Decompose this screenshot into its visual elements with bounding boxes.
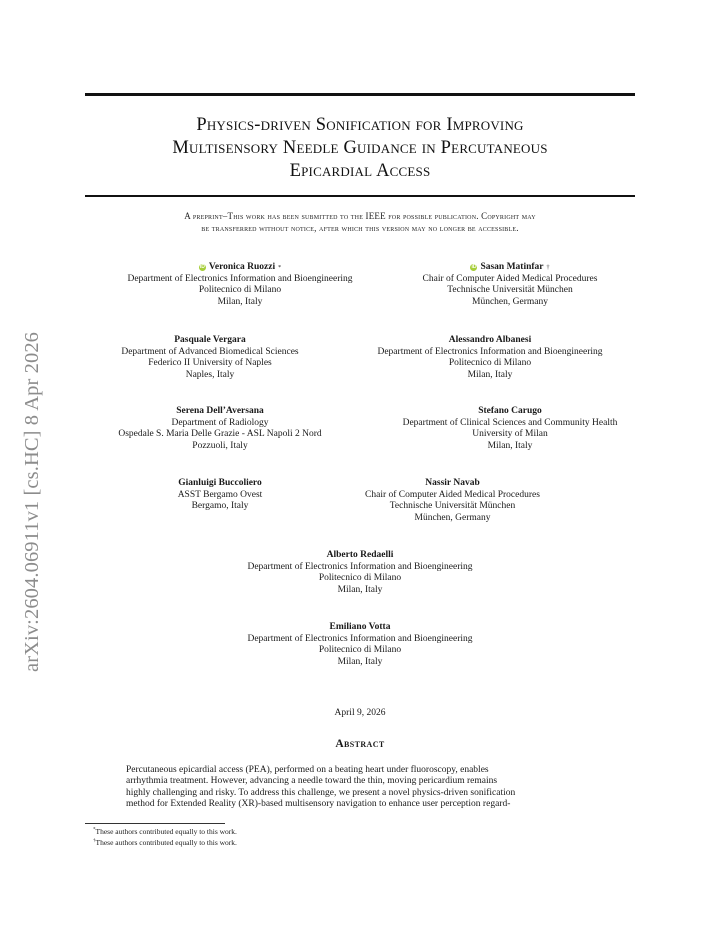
author-block: iD Veronica Ruozzi * Department of Electronics Information and Bioengineering Politecnico di Milano Milan, Italy [95, 262, 385, 308]
paper-title [85, 114, 635, 183]
author-affiliation: Pozzuoli, Italy [192, 440, 248, 451]
author-affiliation: Milan, Italy [467, 369, 513, 380]
author-block [360, 406, 660, 452]
author-affiliation: Technische Universität München [447, 285, 573, 296]
publication-date: April 9, 2026 [334, 708, 386, 718]
author-affiliation: Department of Electronics Information and Bioengineering [377, 346, 603, 357]
author-affiliation: Politecnico di Milano [198, 285, 282, 296]
author-affiliation: Politecnico di Milano [318, 573, 402, 584]
author-name: Emiliano Votta [329, 622, 391, 632]
author-block [140, 478, 300, 513]
title-top-rule [85, 93, 635, 96]
orcid-icon[interactable]: iD [471, 264, 477, 271]
author-affiliation: Milan, Italy [337, 584, 383, 595]
footnotes [93, 826, 237, 848]
author-affiliation: Department of Electronics Information and Bioengineering [127, 273, 353, 284]
author-block [340, 335, 640, 381]
title-line-3: Epicardial Access [289, 161, 431, 181]
footnote: *These authors contributed equally to this work. [93, 827, 237, 836]
author-affiliation: Chair of Computer Aided Medical Procedures [365, 489, 540, 500]
abstract-line: highly challenging and risky. To address this challenge, we present a novel physics-driven sonification [126, 787, 516, 798]
author-block: iD Sasan Matinfar † Chair of Computer Aided Medical Procedures Technische Universität München München, Germany [390, 262, 630, 308]
abstract-body [126, 765, 596, 810]
author-name: Veronica Ruozzi [208, 262, 276, 272]
orcid-icon[interactable]: iD [199, 264, 205, 271]
author-block [90, 335, 330, 381]
author-affiliation: Politecnico di Milano [448, 358, 532, 369]
abstract-line: Percutaneous epicardial access (PEA), performed on a beating heart under fluoroscopy, enables [126, 765, 489, 775]
author-affiliation: Ospedale S. Maria Delle Grazie - ASL Napoli 2 Nord [118, 429, 322, 440]
author-affiliation: Milan, Italy [217, 296, 263, 307]
author-affiliation: Federico II University of Naples [148, 358, 272, 369]
title-line-1: Physics-driven Sonification for Improving [196, 115, 524, 135]
footnote-rule [85, 823, 225, 824]
author-affiliation: Bergamo, Italy [191, 501, 249, 512]
author-block [85, 550, 635, 596]
author-affiliation: Department of Clinical Sciences and Community Health [402, 417, 618, 428]
author-block [90, 406, 350, 452]
author-name: Gianluigi Buccoliero [178, 478, 262, 488]
author-name: Sasan Matinfar [480, 262, 544, 272]
author-name: Alessandro Albanesi [448, 335, 532, 345]
arxiv-identifier: arXiv:2604.06911v1 [cs.HC] 8 Apr 2026 [21, 331, 43, 672]
preprint-notice [80, 210, 640, 234]
author-affiliation: Chair of Computer Aided Medical Procedures [422, 273, 598, 284]
author-name: Alberto Redaelli [326, 550, 394, 560]
abstract-heading: Abstract [335, 738, 385, 750]
author-name: Serena Dell’Aversana [176, 406, 264, 416]
author-name: Stefano Carugo [478, 406, 542, 416]
abstract-line: arrhythmia treatment. However, advancing a needle toward the thin, moving pericardium remains [126, 776, 498, 787]
author-affiliation: Technische Universität München [389, 501, 516, 512]
author-affiliation: Department of Radiology [171, 417, 269, 428]
author-affiliation: ASST Bergamo Ovest [177, 489, 263, 500]
author-block [85, 622, 635, 668]
title-line-2: Multisensory Needle Guidance in Percutaneous [172, 138, 548, 158]
author-affiliation: Milan, Italy [487, 440, 533, 451]
author-name: Nassir Navab [425, 478, 480, 488]
author-affiliation: Department of Electronics Information and Bioengineering [247, 561, 473, 572]
title-bottom-rule [85, 195, 635, 197]
author-affiliation: Department of Advanced Biomedical Sciences [121, 346, 299, 357]
abstract-line: method for Extended Reality (XR)-based multisensory navigation to enhance user perception regard- [126, 798, 511, 809]
author-affiliation: München, Germany [414, 512, 491, 523]
author-affiliation: Milan, Italy [337, 656, 383, 667]
footnote: †These authors contributed equally to this work. [93, 838, 237, 847]
author-affiliation: Department of Electronics Information and Bioengineering [247, 633, 473, 644]
author-affiliation: University of Milan [472, 429, 548, 440]
preprint-line-2: be transferred without notice, after which this version may no longer be accessible. [201, 223, 519, 233]
author-affiliation: Politecnico di Milano [318, 645, 402, 656]
author-block [340, 478, 565, 524]
author-affiliation: München, Germany [472, 296, 548, 307]
author-affiliation: Naples, Italy [185, 369, 235, 380]
author-name: Pasquale Vergara [174, 335, 246, 345]
preprint-line-1: A preprint–This work has been submitted to the IEEE for possible publication. Copyright may [184, 211, 536, 221]
